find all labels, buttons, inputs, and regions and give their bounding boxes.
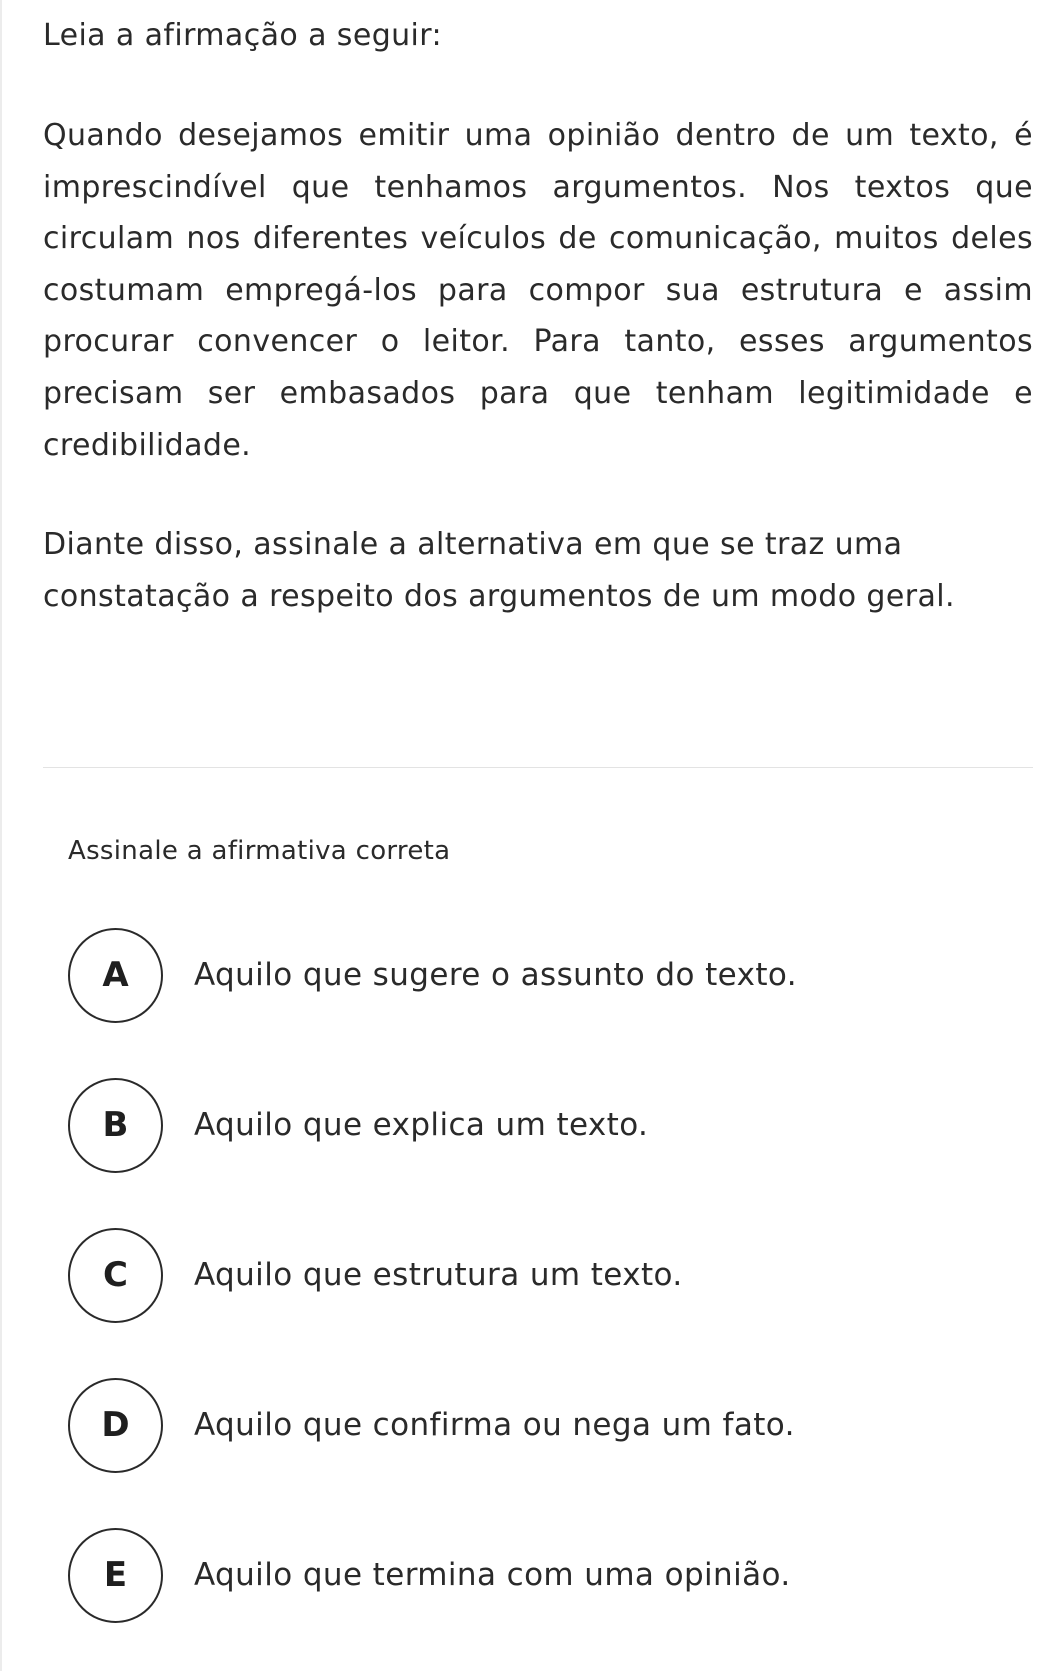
question-text: Diante disso, assinale a alternativa em que se traz uma constatação a respeito dos argumentos de um modo geral. xyxy=(43,527,955,614)
option-c[interactable] xyxy=(68,1228,1028,1323)
option-text: Aquilo que sugere o assunto do texto. xyxy=(194,957,797,993)
option-text: Aquilo que explica um texto. xyxy=(194,1107,649,1143)
option-letter-badge: D xyxy=(68,1378,163,1473)
option-letter-badge: E xyxy=(68,1528,163,1623)
option-letter-badge: A xyxy=(68,928,163,1023)
option-text: Aquilo que confirma ou nega um fato. xyxy=(194,1407,795,1443)
answer-prompt: Assinale a afirmativa correta xyxy=(68,836,451,866)
divider xyxy=(43,767,1033,768)
left-border xyxy=(0,0,2,1671)
question-content xyxy=(43,0,1033,622)
option-e[interactable] xyxy=(68,1528,1028,1623)
option-text: Aquilo que termina com uma opinião. xyxy=(194,1557,791,1593)
option-a[interactable] xyxy=(68,928,1028,1023)
option-b[interactable] xyxy=(68,1078,1028,1173)
option-text: Aquilo que estrutura um texto. xyxy=(194,1257,683,1293)
option-letter-badge: C xyxy=(68,1228,163,1323)
option-letter-badge: B xyxy=(68,1078,163,1173)
intro-text: Leia a afirmação a seguir: xyxy=(43,18,442,53)
option-d[interactable] xyxy=(68,1378,1028,1473)
options-list xyxy=(68,928,1028,1678)
statement-text: Quando desejamos emitir uma opinião dentro de um texto, é imprescindível que tenhamos argumentos. Nos textos que circulam nos diferentes veículos de comunicação, muitos deles costumam empregá-los para compor sua estrutura e assim procurar convencer o leitor. Para tanto, esses argumentos precisam ser embasados para que tenham legitimidade e credibilidade. xyxy=(43,118,1033,463)
